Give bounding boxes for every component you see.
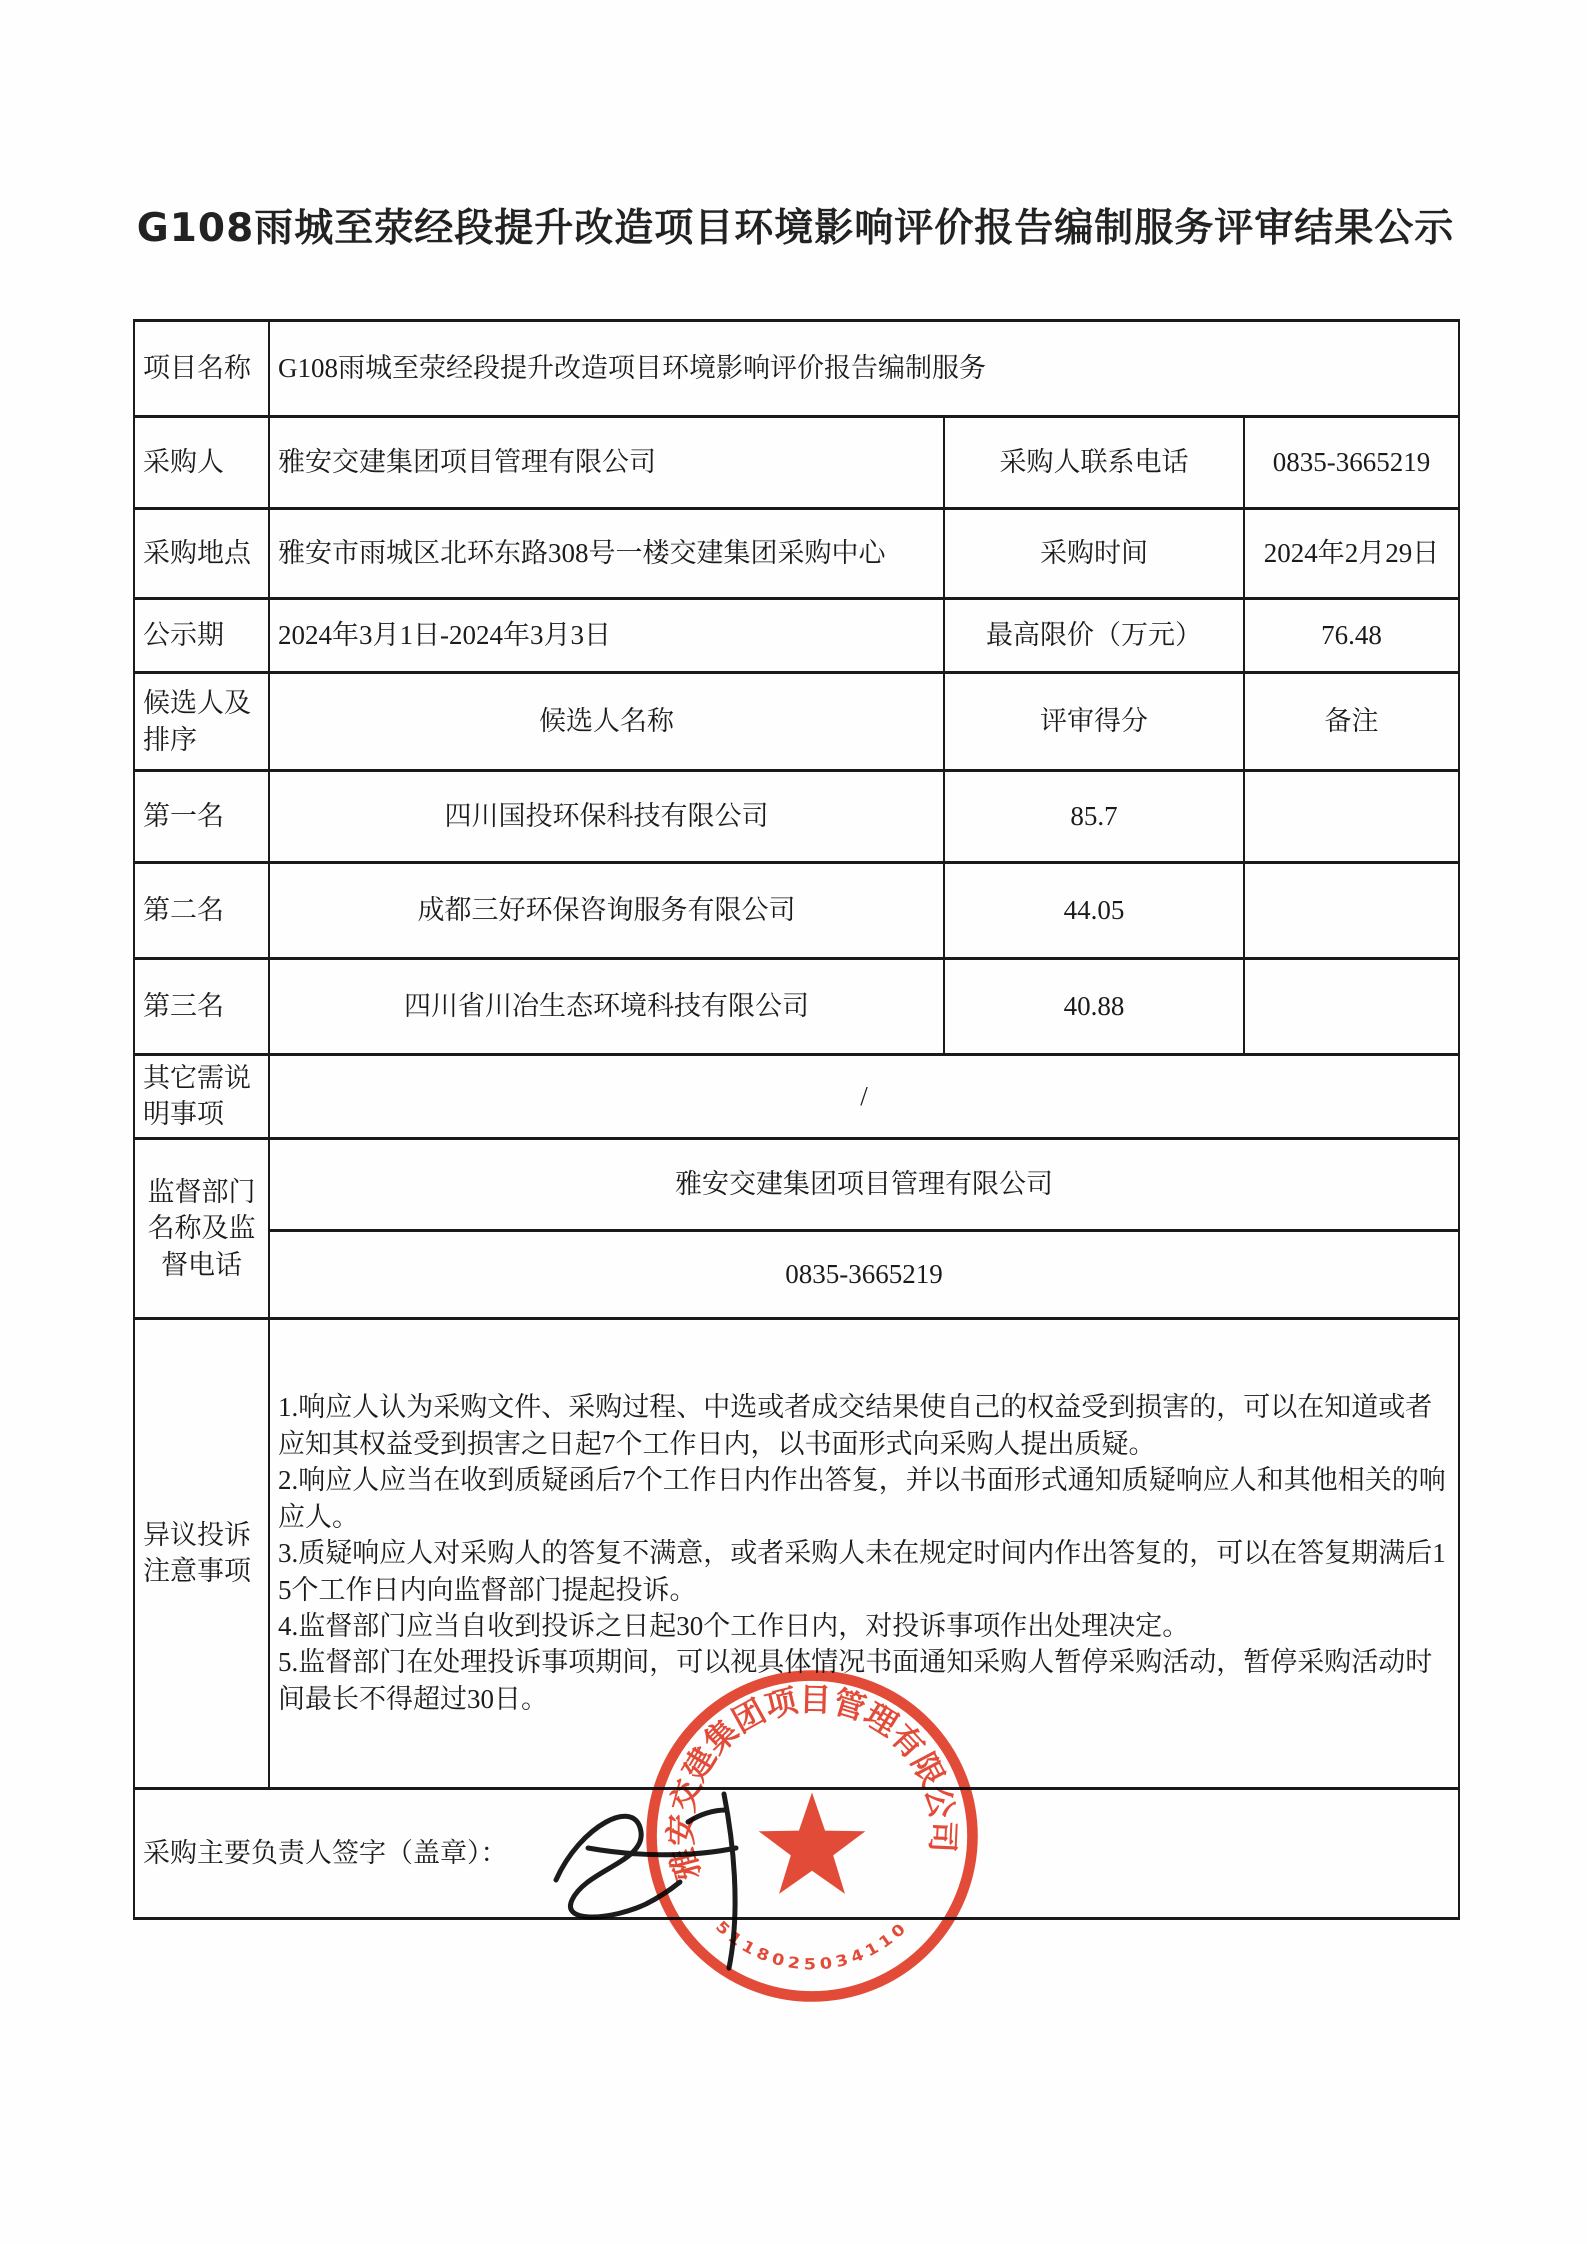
candidates-rank-header: 候选人及排序 [134,673,269,771]
row-purchaser [134,417,1459,509]
max-price-label: 最高限价（万元） [944,599,1244,673]
supervision-phone-value: 0835-3665219 [269,1230,1459,1318]
seal-company-text: 雅安交建集团项目管理有限公司 [662,1680,963,1885]
candidates-remark-header: 备注 [1244,673,1459,771]
row-objection-notes [134,1318,1459,1788]
location-value: 雅安市雨城区北环东路308号一楼交建集团采购中心 [269,509,944,599]
candidate-remark [1244,771,1459,863]
row-location [134,509,1459,599]
row-other-notes [134,1055,1459,1139]
supervision-label: 监督部门名称及监督电话 [134,1138,269,1318]
signature-label: 采购主要负责人签字（盖章）： [143,1838,508,1869]
publicity-label: 公示期 [134,599,269,673]
location-label: 采购地点 [134,509,269,599]
purchase-time-label: 采购时间 [944,509,1244,599]
seal-code-text: 5118025034110 [712,1917,911,1974]
purchaser-phone-value: 0835-3665219 [1244,417,1459,509]
candidate-rank: 第三名 [134,959,269,1055]
candidate-score: 85.7 [944,771,1244,863]
row-publicity-period [134,599,1459,673]
purchase-time-value: 2024年2月29日 [1244,509,1459,599]
candidate-remark [1244,863,1459,959]
max-price-value: 76.48 [1244,599,1459,673]
row-candidate-2 [134,863,1459,959]
purchaser-label: 采购人 [134,417,269,509]
objection-item-3: 3.质疑响应人对采购人的答复不满意，或者采购人未在规定时间内作出答复的，可以在答复期满后15个工作日内向监督部门提起投诉。 [278,1538,1446,1605]
project-name-label: 项目名称 [134,321,269,417]
row-supervision-phone [134,1230,1459,1318]
objection-item-5: 5.监督部门在处理投诉事项期间，可以视具体情况书面通知采购人暂停采购活动，暂停采购活动时间最长不得超过30日。 [278,1647,1433,1714]
other-notes-value: / [269,1055,1459,1139]
review-result-table [133,319,1460,1920]
row-supervision-name [134,1138,1459,1230]
publicity-value: 2024年3月1日-2024年3月3日 [269,599,944,673]
candidate-name: 四川省川冶生态环境科技有限公司 [269,959,944,1055]
candidate-name: 四川国投环保科技有限公司 [269,771,944,863]
candidate-score: 44.05 [944,863,1244,959]
row-signature [134,1788,1459,1918]
candidate-rank: 第二名 [134,863,269,959]
candidate-name: 成都三好环保咨询服务有限公司 [269,863,944,959]
objection-item-2: 2.响应人应当在收到质疑函后7个工作日内作出答复，并以书面形式通知质疑响应人和其他相关的响应人。 [278,1465,1446,1532]
other-notes-label: 其它需说明事项 [134,1055,269,1139]
objection-text [269,1318,1459,1788]
objection-item-4: 4.监督部门应当自收到投诉之日起30个工作日内，对投诉事项作出处理决定。 [278,1611,1190,1642]
row-candidate-1 [134,771,1459,863]
svg-text:5118025034110 [712,1917,912,1973]
row-candidates-header [134,673,1459,771]
candidate-rank: 第一名 [134,771,269,863]
candidate-remark [1244,959,1459,1055]
row-project-name [134,321,1459,417]
row-candidate-3 [134,959,1459,1055]
project-name-value: G108雨城至荥经段提升改造项目环境影响评价报告编制服务 [269,321,1459,417]
signature-cell [134,1788,1459,1918]
objection-item-1: 1.响应人认为采购文件、采购过程、中选或者成交结果使自己的权益受到损害的，可以在知道或者应知其权益受到损害之日起7个工作日内，以书面形式向采购人提出质疑。 [278,1392,1433,1459]
candidates-score-header: 评审得分 [944,673,1244,771]
purchaser-phone-label: 采购人联系电话 [944,417,1244,509]
objection-label: 异议投诉注意事项 [134,1318,269,1788]
purchaser-value: 雅安交建集团项目管理有限公司 [269,417,944,509]
page-title: G108雨城至荥经段提升改造项目环境影响评价报告编制服务评审结果公示 [136,206,1455,251]
candidates-name-header: 候选人名称 [269,673,944,771]
supervision-name-value: 雅安交建集团项目管理有限公司 [269,1138,1459,1230]
candidate-score: 40.88 [944,959,1244,1055]
